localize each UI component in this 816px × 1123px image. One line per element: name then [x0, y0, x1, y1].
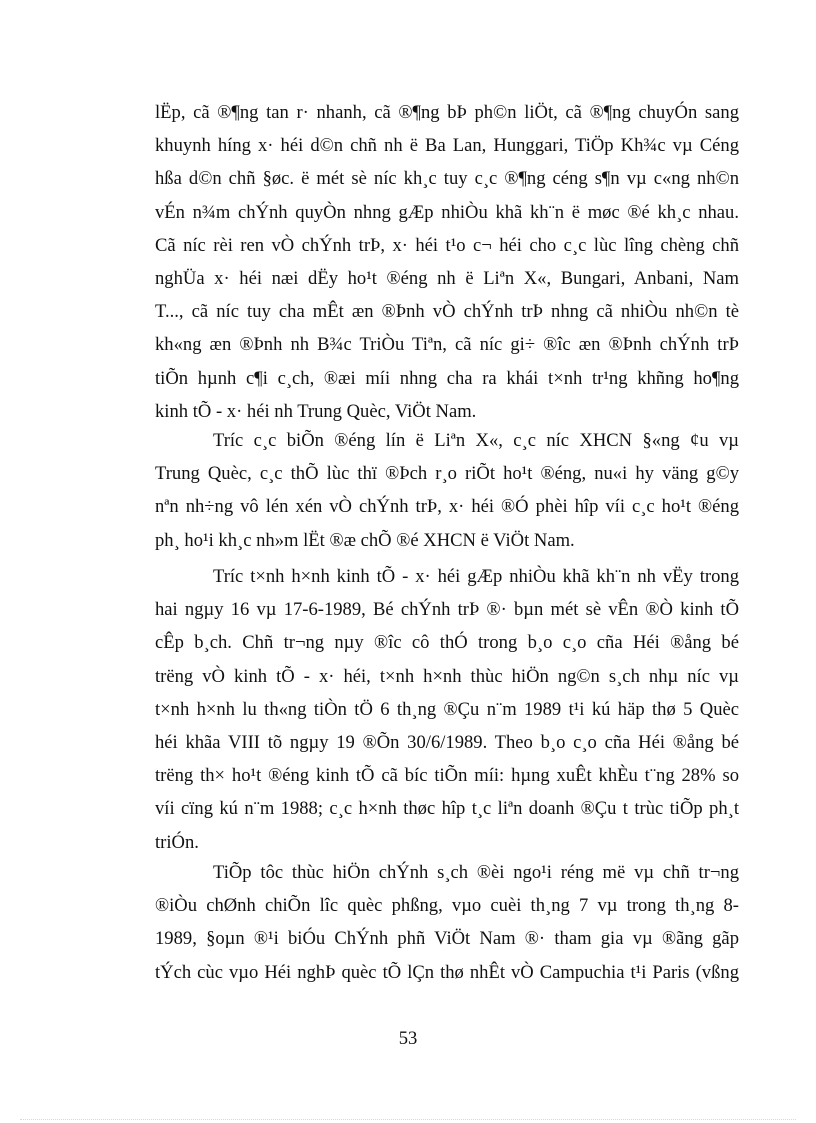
text-line: tÝch cùc vµo Héi nghÞ quèc tÕ lÇn thø nhÊt vÒ Campuchia t¹i Paris (vßng — [155, 961, 739, 983]
text-line: kh«ng æn ®Þnh nh B¾c TriÒu Tiªn, cã níc gi÷ ®îc æn ®Þnh chÝnh trÞ — [155, 334, 739, 356]
text-line: Trung Quèc, c¸c thÕ lùc thï ®Þch r¸o riÕt ho¹t ®éng, nu«i hy väng g©y — [155, 463, 739, 485]
text-line: khuynh híng x· héi d©n chñ nh ë Ba Lan, Hunggari, TiÖp Kh¾c vµ Céng — [155, 135, 739, 157]
text-line: Tríc t×nh h×nh kinh tÕ - x· héi gÆp nhiÒu khã kh¨n nh vËy trong — [213, 566, 739, 587]
text-line: Cã níc rèi ren vÒ chÝnh trÞ, x· héi t¹o c¬ héi cho c¸c lùc lîng chèng chñ — [155, 234, 739, 256]
text-line: triÓn. — [155, 831, 199, 853]
text-line: TiÕp tôc thùc hiÖn chÝnh s¸ch ®èi ngo¹i réng më vµ chñ tr¬ng — [213, 862, 739, 883]
text-line: trëng th× ho¹t ®éng kinh tÕ cã bíc tiÕn míi: hµng xuÊt khÈu t¨ng 28% so — [155, 765, 739, 787]
paragraph-3 — [155, 560, 739, 859]
paragraph-2 — [155, 424, 739, 557]
text-line: trëng vÒ kinh tÕ - x· héi, t×nh h×nh thùc hiÖn ng©n s¸ch nhµ níc vµ — [155, 665, 739, 687]
text-line: T..., cã níc tuy cha mÊt æn ®Þnh vÒ chÝnh trÞ nhng cã nhiÒu nh©n tè — [155, 301, 739, 323]
text-line: kinh tÕ - x· héi nh Trung Quèc, ViÖt Nam. — [155, 400, 477, 422]
text-line: nghÜa x· héi næi dËy ho¹t ®éng nh ë Liªn X«, Bungari, Anbani, Nam — [155, 268, 739, 290]
page-bottom-divider — [20, 1119, 796, 1120]
text-line: 1989, §oµn ®¹i biÓu ChÝnh phñ ViÖt Nam ®· tham gia vµ ®ãng gãp — [155, 928, 739, 950]
text-line: héi khãa VIII tõ ngµy 19 ®Õn 30/6/1989. Theo b¸o c¸o cña Héi ®ång bé — [155, 732, 739, 754]
text-line: t×nh h×nh lu th«ng tiÒn tÖ 6 th¸ng ®Çu n¨m 1989 t¹i kú häp thø 5 Quèc — [155, 698, 739, 720]
text-line: Tríc c¸c biÕn ®éng lín ë Liªn X«, c¸c níc XHCN §«ng ¢u vµ — [213, 430, 739, 451]
text-line: hai ngµy 16 vµ 17-6-1989, Bé chÝnh trÞ ®· bµn mét sè vÊn ®Ò kinh tÕ — [155, 599, 739, 621]
text-line: hßa d©n chñ §øc. ë mét sè níc kh¸c tuy c¸c ®¶ng céng s¶n vµ c«ng nh©n — [155, 168, 739, 190]
text-line: lËp, cã ®¶ng tan r· nhanh, cã ®¶ng bÞ ph©n liÖt, cã ®¶ng chuyÓn sang — [155, 102, 739, 123]
text-line: tiÕn hµnh c¶i c¸ch, ®æi míi nhng cha ra khái t×nh tr¹ng khñng ho¶ng — [155, 367, 739, 389]
text-line: víi cïng kú n¨m 1988; c¸c h×nh thøc hîp t¸c liªn doanh ®Çu t trùc tiÕp ph¸t — [155, 798, 739, 820]
paragraph-4 — [155, 856, 739, 989]
page-number: 53 — [398, 1028, 418, 1049]
text-line: cÊp b¸ch. Chñ tr¬ng nµy ®îc cô thÓ trong b¸o c¸o cña Héi ®ång bé — [155, 632, 739, 654]
text-line: nªn nh÷ng vô lén xén vÒ chÝnh trÞ, x· héi ®Ó phèi hîp víi c¸c ho¹t ®éng — [155, 496, 739, 518]
text-line: vÉn n¾m chÝnh quyÒn nhng gÆp nhiÒu khã kh¨n ë møc ®é kh¸c nhau. — [155, 201, 739, 223]
text-line: ®iÒu chØnh chiÕn lîc quèc phßng, vµo cuèi th¸ng 7 vµ trong th¸ng 8- — [155, 895, 739, 917]
paragraph-1 — [155, 96, 739, 428]
text-line: ph¸ ho¹i kh¸c nh»m lËt ®æ chÕ ®é XHCN ë ViÖt Nam. — [155, 529, 575, 551]
